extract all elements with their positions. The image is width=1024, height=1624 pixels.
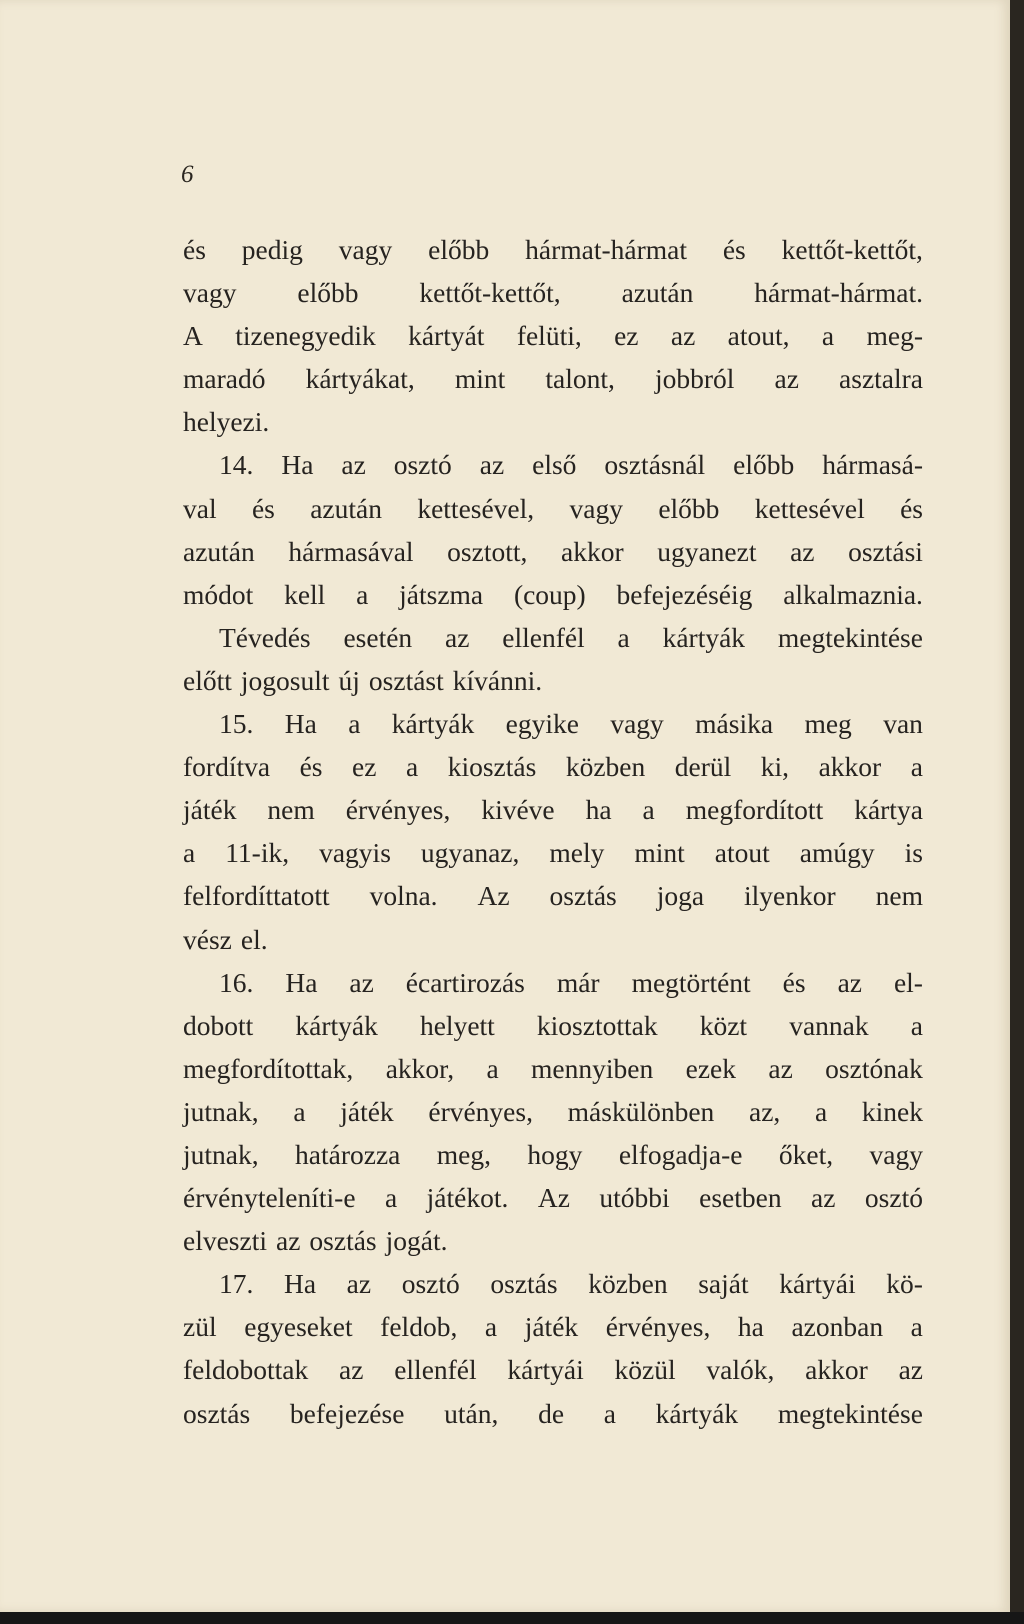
word: felüti, bbox=[516, 320, 582, 352]
word: közben bbox=[588, 1268, 668, 1300]
text-line bbox=[183, 1348, 923, 1391]
word: nem bbox=[267, 794, 315, 826]
word: vagyis bbox=[319, 837, 391, 869]
word: nem bbox=[875, 880, 923, 912]
word: a bbox=[348, 708, 361, 740]
word: 11-ik, bbox=[225, 837, 290, 869]
word: a bbox=[183, 837, 196, 869]
word: kártyák bbox=[391, 708, 475, 740]
word: a bbox=[603, 1397, 616, 1429]
word: zül bbox=[183, 1311, 217, 1343]
word: az bbox=[349, 966, 374, 998]
text-line bbox=[183, 443, 923, 486]
text-line bbox=[183, 616, 923, 659]
word: jutnak, bbox=[183, 1138, 259, 1170]
word: a bbox=[405, 751, 419, 783]
word: meg- bbox=[866, 320, 923, 352]
word: a bbox=[484, 1311, 498, 1343]
word: 17. bbox=[219, 1268, 254, 1300]
word: el. bbox=[240, 923, 268, 955]
word: ha bbox=[737, 1311, 764, 1343]
word: előbb bbox=[658, 492, 720, 524]
word: kettőt-kettőt, bbox=[419, 277, 561, 309]
word: akkor bbox=[805, 1354, 868, 1386]
word: osztás bbox=[549, 880, 617, 912]
word: az bbox=[445, 621, 470, 653]
word: ilyenkor bbox=[744, 880, 836, 912]
word: megtekintése bbox=[777, 1397, 923, 1429]
word: a bbox=[617, 621, 630, 653]
word: a bbox=[910, 751, 923, 783]
word: mint bbox=[634, 837, 685, 869]
word: kiosztás bbox=[447, 751, 537, 783]
text-line bbox=[183, 1004, 923, 1047]
word: azután bbox=[621, 277, 694, 309]
word: az bbox=[346, 1268, 372, 1300]
word: kártyái bbox=[779, 1268, 856, 1300]
word: Az bbox=[477, 880, 510, 912]
word: helyett bbox=[419, 1009, 495, 1041]
word: közben bbox=[565, 751, 646, 783]
word: meg, bbox=[436, 1138, 491, 1170]
word: jobbról bbox=[654, 363, 735, 395]
text-line bbox=[183, 659, 923, 702]
word: alkalmaznia. bbox=[783, 578, 923, 610]
word: asztalra bbox=[839, 363, 923, 395]
word: az bbox=[898, 1354, 923, 1386]
word: érvényes, bbox=[605, 1311, 711, 1343]
word: megfordított bbox=[685, 794, 824, 826]
word: talont, bbox=[545, 363, 615, 395]
word: a bbox=[385, 1182, 398, 1214]
word: kártya bbox=[854, 794, 923, 826]
word: meg bbox=[804, 708, 852, 740]
word: Az bbox=[537, 1182, 570, 1214]
word: azután bbox=[310, 492, 382, 524]
word: az bbox=[837, 966, 862, 998]
word: helyezi. bbox=[183, 406, 270, 438]
word: mint bbox=[454, 363, 506, 395]
word: akkor, bbox=[385, 1052, 455, 1084]
body-text bbox=[183, 228, 923, 1435]
word: a bbox=[642, 794, 655, 826]
word: akkor bbox=[818, 751, 882, 783]
word: játékot. bbox=[426, 1182, 509, 1214]
text-line bbox=[183, 228, 923, 271]
word: Ha bbox=[285, 966, 318, 998]
word: és bbox=[299, 751, 323, 783]
text-line bbox=[183, 1133, 923, 1176]
word: volna. bbox=[369, 880, 438, 912]
text-line bbox=[183, 1047, 923, 1090]
word: Tévedés bbox=[219, 621, 311, 653]
text-line bbox=[183, 1090, 923, 1133]
word: osztás bbox=[490, 1268, 558, 1300]
word: elfogadja-e bbox=[618, 1138, 743, 1170]
word: az bbox=[479, 449, 505, 481]
text-line bbox=[183, 487, 923, 530]
word: kell bbox=[284, 578, 326, 610]
word: érvényteleníti-e bbox=[183, 1182, 356, 1214]
word: máskülönben bbox=[567, 1095, 715, 1127]
word: kártyái bbox=[507, 1354, 584, 1386]
word: kivéve bbox=[481, 794, 555, 826]
word: mely bbox=[549, 837, 605, 869]
word: a bbox=[910, 1311, 923, 1343]
word: (coup) bbox=[513, 578, 586, 610]
word: kettőt-kettőt, bbox=[781, 234, 923, 265]
word: ellenfél bbox=[394, 1354, 477, 1386]
word: maradó bbox=[183, 363, 266, 395]
word: hármasá- bbox=[822, 449, 923, 481]
word: esetben bbox=[699, 1182, 782, 1214]
word: az bbox=[341, 449, 366, 481]
word: egyike bbox=[505, 708, 579, 740]
word: az bbox=[768, 1052, 793, 1084]
word: ugyanaz, bbox=[420, 837, 520, 869]
word: tizenegyedik bbox=[235, 320, 376, 352]
word: másika bbox=[695, 708, 774, 740]
word: jutnak, bbox=[183, 1095, 259, 1127]
word: esetén bbox=[343, 621, 413, 653]
word: kártyák bbox=[655, 1397, 739, 1429]
word: és bbox=[900, 492, 923, 524]
word: joga bbox=[656, 880, 705, 912]
word: osztott, bbox=[447, 535, 528, 567]
word: pedig bbox=[241, 234, 303, 265]
text-line bbox=[183, 831, 923, 874]
word: megtekintése bbox=[777, 621, 923, 653]
word: játék bbox=[524, 1311, 579, 1343]
word: a bbox=[293, 1095, 306, 1127]
word: ezek bbox=[685, 1052, 736, 1084]
word: kívánni. bbox=[452, 664, 543, 696]
word: őket, bbox=[778, 1138, 834, 1170]
word: kiosztottak bbox=[536, 1009, 658, 1041]
word: ugyanezt bbox=[657, 535, 757, 567]
text-line bbox=[183, 314, 923, 357]
word: ellenfél bbox=[502, 621, 585, 653]
word: és bbox=[722, 234, 746, 265]
word: játék bbox=[183, 794, 237, 826]
word: 16. bbox=[219, 966, 254, 998]
word: azután bbox=[183, 535, 255, 567]
word: vagy bbox=[338, 234, 393, 265]
word: után, bbox=[444, 1397, 499, 1429]
word: feldobottak bbox=[183, 1354, 309, 1386]
text-line bbox=[183, 961, 923, 1004]
word: vész bbox=[183, 923, 232, 955]
word: osztó bbox=[864, 1182, 923, 1214]
word: osztást bbox=[368, 664, 444, 696]
word: saját bbox=[698, 1268, 749, 1300]
word: Ha bbox=[284, 708, 317, 740]
word: azonban bbox=[791, 1311, 884, 1343]
text-line bbox=[183, 400, 923, 443]
word: hármat-hármat bbox=[525, 234, 687, 265]
word: játék bbox=[340, 1095, 394, 1127]
word: az bbox=[811, 1182, 836, 1214]
text-line bbox=[183, 918, 923, 961]
word: vagy bbox=[610, 708, 664, 740]
word: Ha bbox=[281, 449, 314, 481]
word: kö- bbox=[886, 1268, 923, 1300]
text-line bbox=[183, 745, 923, 788]
word: ki, bbox=[760, 751, 790, 783]
word: megtörtént bbox=[631, 966, 751, 998]
word: az, bbox=[749, 1095, 781, 1127]
word: megfordítottak, bbox=[183, 1052, 354, 1084]
word: érvényes, bbox=[428, 1095, 533, 1127]
text-line bbox=[183, 530, 923, 573]
word: amúgy bbox=[799, 837, 875, 869]
word: de bbox=[538, 1397, 565, 1429]
word: akkor bbox=[560, 535, 624, 567]
word: fordítva bbox=[183, 751, 271, 783]
word: feldob, bbox=[380, 1311, 458, 1343]
text-line bbox=[183, 702, 923, 745]
word: osztó bbox=[401, 1268, 460, 1300]
word: hármat-hármat. bbox=[754, 277, 923, 309]
word: az bbox=[276, 1225, 301, 1257]
word: közt bbox=[699, 1009, 748, 1041]
page-number: 6 bbox=[181, 161, 194, 188]
word: utóbbi bbox=[599, 1182, 670, 1214]
word: befejezéséig bbox=[616, 578, 753, 610]
word: osztás bbox=[183, 1397, 251, 1429]
text-line bbox=[183, 271, 923, 314]
word: felfordíttatott bbox=[183, 880, 330, 912]
word: és bbox=[251, 492, 275, 524]
word: előbb bbox=[428, 234, 490, 265]
word: is bbox=[904, 837, 923, 869]
word: és bbox=[782, 966, 806, 998]
page-bottom-edge bbox=[0, 1612, 1024, 1624]
word: befejezése bbox=[289, 1397, 405, 1429]
word: osztási bbox=[848, 535, 923, 567]
word: atout, bbox=[727, 320, 790, 352]
word: dobott bbox=[183, 1009, 254, 1041]
text-line bbox=[183, 1219, 923, 1262]
word: a bbox=[486, 1052, 499, 1084]
word: val bbox=[183, 492, 217, 524]
word: érvényes, bbox=[345, 794, 451, 826]
word: már bbox=[556, 966, 600, 998]
word: kártyákat, bbox=[305, 363, 415, 395]
word: ez bbox=[614, 320, 639, 352]
word: kettesével bbox=[754, 492, 865, 524]
word: és bbox=[183, 234, 206, 265]
word: kettesével, bbox=[417, 492, 535, 524]
word: kártyát bbox=[408, 320, 485, 352]
word: van bbox=[883, 708, 923, 740]
text-line bbox=[183, 1262, 923, 1305]
word: vannak bbox=[789, 1009, 869, 1041]
word: ez bbox=[352, 751, 377, 783]
word: játszma bbox=[399, 578, 484, 610]
word: első bbox=[532, 449, 577, 481]
word: osztónak bbox=[825, 1052, 923, 1084]
word: derül bbox=[674, 751, 732, 783]
word: előbb bbox=[733, 449, 795, 481]
word: az bbox=[790, 535, 815, 567]
word: a bbox=[814, 1095, 828, 1127]
word: az bbox=[670, 320, 696, 352]
text-line bbox=[183, 1176, 923, 1219]
word: jogát. bbox=[385, 1225, 448, 1257]
text-line bbox=[183, 788, 923, 831]
word: el- bbox=[893, 966, 923, 998]
word: 15. bbox=[219, 708, 254, 740]
word: elveszti bbox=[183, 1225, 267, 1257]
word: egyeseket bbox=[244, 1311, 353, 1343]
word: előtt bbox=[183, 664, 232, 696]
word: kártyák bbox=[662, 621, 746, 653]
word: vagy bbox=[183, 277, 237, 309]
word: jogosult bbox=[240, 664, 330, 696]
word: osztó bbox=[393, 449, 452, 481]
word: atout bbox=[714, 837, 770, 869]
word: écartirozás bbox=[405, 966, 525, 998]
word: előbb bbox=[297, 277, 359, 309]
word: az bbox=[339, 1354, 364, 1386]
text-line bbox=[183, 357, 923, 400]
word: a bbox=[821, 320, 835, 352]
word: 14. bbox=[219, 449, 254, 481]
text-line bbox=[183, 1392, 923, 1435]
word: vagy bbox=[569, 492, 623, 524]
word: közül bbox=[614, 1354, 676, 1386]
word: Ha bbox=[283, 1268, 317, 1300]
word: mennyiben bbox=[531, 1052, 654, 1084]
text-line bbox=[183, 1305, 923, 1348]
word: kártyák bbox=[295, 1009, 378, 1041]
word: módot bbox=[183, 578, 254, 610]
word: hármasával bbox=[288, 535, 414, 567]
word: ha bbox=[585, 794, 612, 826]
word: hogy bbox=[527, 1138, 583, 1170]
text-line bbox=[183, 874, 923, 917]
word: új bbox=[338, 664, 360, 696]
word: valók, bbox=[706, 1354, 775, 1386]
text-line bbox=[183, 573, 923, 616]
word: a bbox=[356, 578, 369, 610]
word: határozza bbox=[295, 1138, 401, 1170]
word: osztás bbox=[309, 1225, 377, 1257]
word: osztásnál bbox=[604, 449, 706, 481]
word: kinek bbox=[861, 1095, 923, 1127]
word: az bbox=[774, 363, 799, 395]
page-right-edge bbox=[1010, 0, 1024, 1624]
word: A bbox=[183, 320, 203, 352]
word: a bbox=[910, 1009, 923, 1041]
word: vagy bbox=[869, 1138, 923, 1170]
